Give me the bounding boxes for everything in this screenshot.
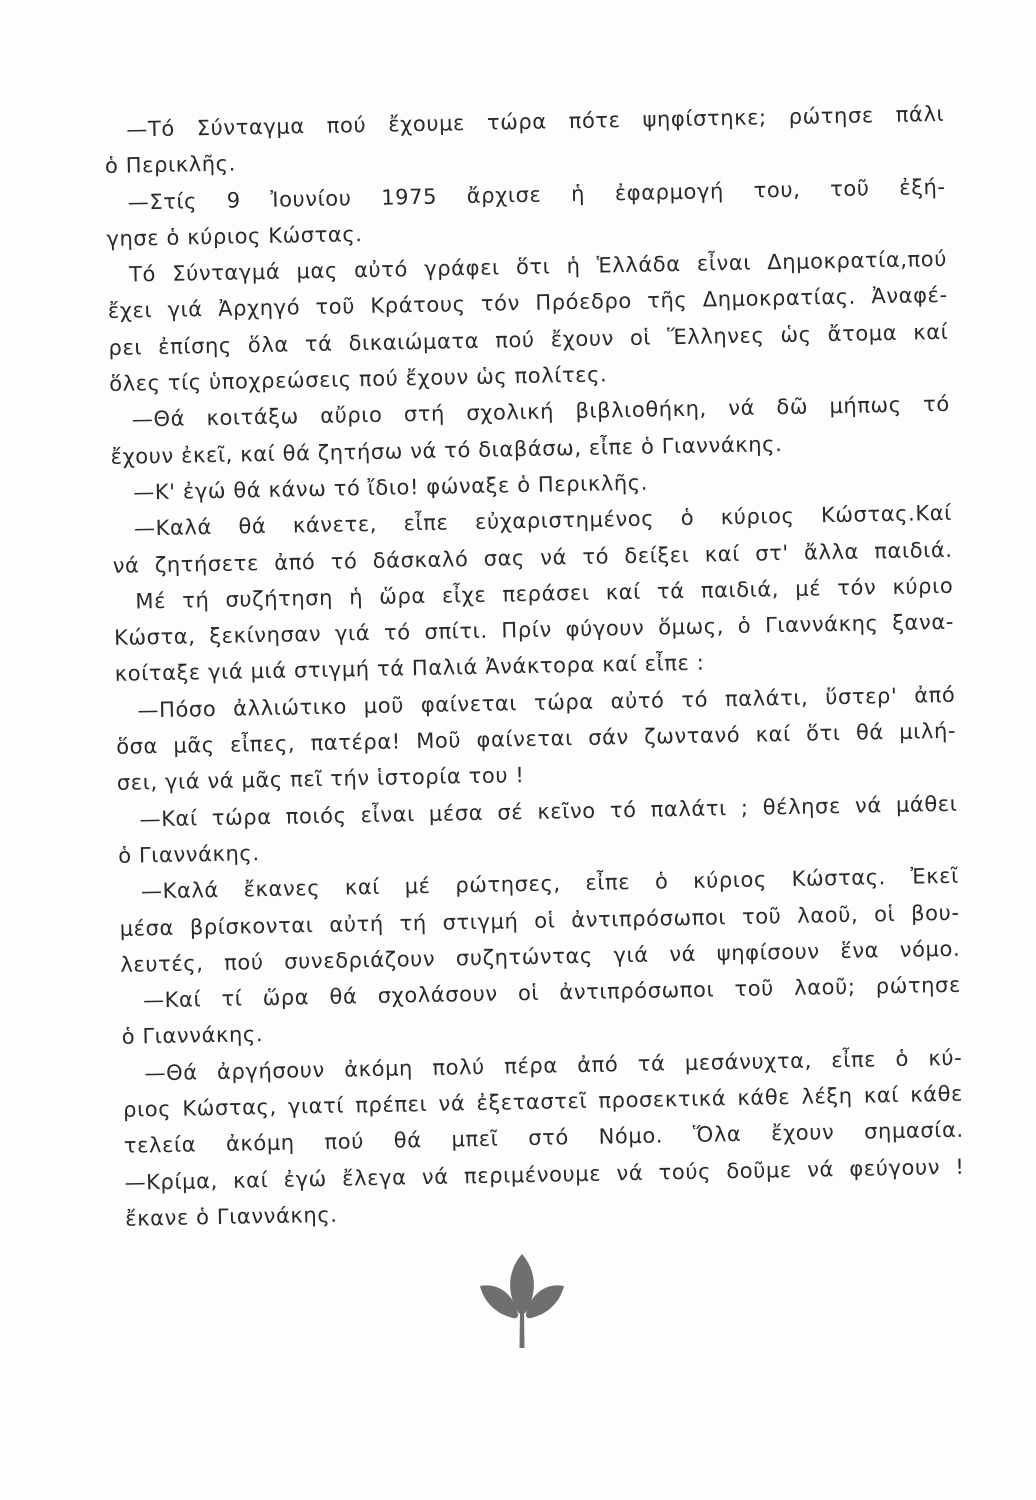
text-line: ἔκανε ὁ Γιαννάκης. [125,1202,338,1231]
text-line: —Κ' ἐγώ θά κάνω τό ἴδιο! φώναξε ὁ Περικλῆς. [133,470,649,505]
text-line: ὁ Γιαννάκης. [121,1022,264,1050]
body-text [104,96,965,1237]
text-line: —Πόσο ἀλλιώτικο μοῦ φαίνεται τώρα αὐτό τό παλάτι, ὕστερ' ἀπό [137,682,956,723]
text-line: ἔχουν ἐκεῖ, καί θά ζητήσω νά τό διαβάσω, εἶπε ὁ Γιαννάκης. [110,431,783,469]
text-line: —Τό Σύνταγμα πού ἔχουμε τώρα πότε ψηφίστηκε; ρώτησε πάλι [126,101,945,142]
text-line: ὁ Γιαννάκης. [118,841,260,868]
text-line: ὅλες τίς ὑποχρεώσεις πού ἔχουν ὡς πολίτες. [108,362,608,397]
text-line: Κώστα, ξεκίνησαν γιά τό σπίτι. Πρίν φύγουν ὅμως, ὁ Γιαννάκης ξανα- [113,609,955,651]
text-line: —Θά ἀργήσουν ἀκόμη πολύ πέρα ἀπό τά μεσάνυχτα, εἶπε ὁ κύ- [144,1045,963,1086]
text-line: ὁ Περικλῆς. [104,151,237,179]
text-line: ρει ἐπίσης ὅλα τά δικαιώματα πού ἔχουν οἱ Ἕλληνες ὡς ἄτομα καί [108,319,949,360]
text-line: σει, γιά νά μᾶς πεῖ τήν ἱστορία του ! [116,763,525,796]
text-line: Μέ τή συζήτηση ἡ ὥρα εἶχε περάσει καί τά παιδιά, μέ τόν κύριο [135,573,954,614]
text-line: λευτές, πού συνεδριάζουν συζητώντας γιά νά ψηφίσουν ἕνα νόμο. [120,936,961,977]
text-line: —Θά κοιτάξω αὔριο στή σχολική βιβλιοθήκη, νά δῶ μήπως τό [131,392,950,432]
text-line: —Κρίμα, καί ἐγώ ἔλεγα νά περιμένουμε νά τούς δοῦμε νά φεύγουν ! [124,1154,965,1195]
text-line: —Καλά θά κάνετε, εἶπε εὐχαριστημένος ὁ κύριος Κώστας.Καί [133,501,953,541]
text-line: —Στίς 9 Ἰουνίου 1975 ἄρχισε ἡ ἐφαρμογή του, τοῦ ἐξή- [127,174,946,215]
text-line: ὅσα μᾶς εἶπες, πατέρα! Μοῦ φαίνεται σάν ζωντανό καί ὅτι θά μιλή- [115,718,957,759]
text-line: —Καί τί ὥρα θά σχολάσουν οἱ ἀντιπρόσωποι τοῦ λαοῦ; ρώτησε [142,972,962,1013]
text-line: νά ζητήσετε ἀπό τό δάσκαλό σας νά τό δείξει καί στ' ἄλλα παιδιά. [112,537,953,578]
leaf-sprig-icon [478,1252,566,1350]
text-line: —Καλά ἔκανες καί μέ ρώτησες, εἶπε ὁ κύριος Κώστας. Ἐκεῖ [140,863,960,904]
text-line: ἔχει γιά Ἀρχηγό τοῦ Κράτους τόν Πρόεδρο τῆς Δημοκρατίας. Ἀναφέ- [107,283,948,324]
text-line: —Καί τώρα ποιός εἶναι μέσα σέ κεῖνο τό παλάτι ; θέλησε νά μάθει [139,791,958,832]
text-line: κοίταξε γιά μιά στιγμή τά Παλιά Ἀνάκτορα καί εἶπε : [114,651,705,687]
text-line: Τό Σύνταγμά μας αὐτό γράφει ὅτι ἡ Ἑλλάδα εἶναι Δημοκρατία,πού [128,247,948,287]
text-line: τελεία ἀκόμη πού θά μπεῖ στό Νόμο. Ὅλα ἔχουν σημασία. [123,1117,964,1159]
text-line: μέσα βρίσκονται αὐτή τή στιγμή οἱ ἀντιπρόσωποι τοῦ λαοῦ, οἱ βου- [119,900,960,941]
text-line: ριος Κώστας, γιατί πρέπει νά ἐξεταστεῖ προσεκτικά κάθε λέξη καί κάθε [122,1081,964,1122]
text-line: γησε ὁ κύριος Κώστας. [106,221,363,251]
